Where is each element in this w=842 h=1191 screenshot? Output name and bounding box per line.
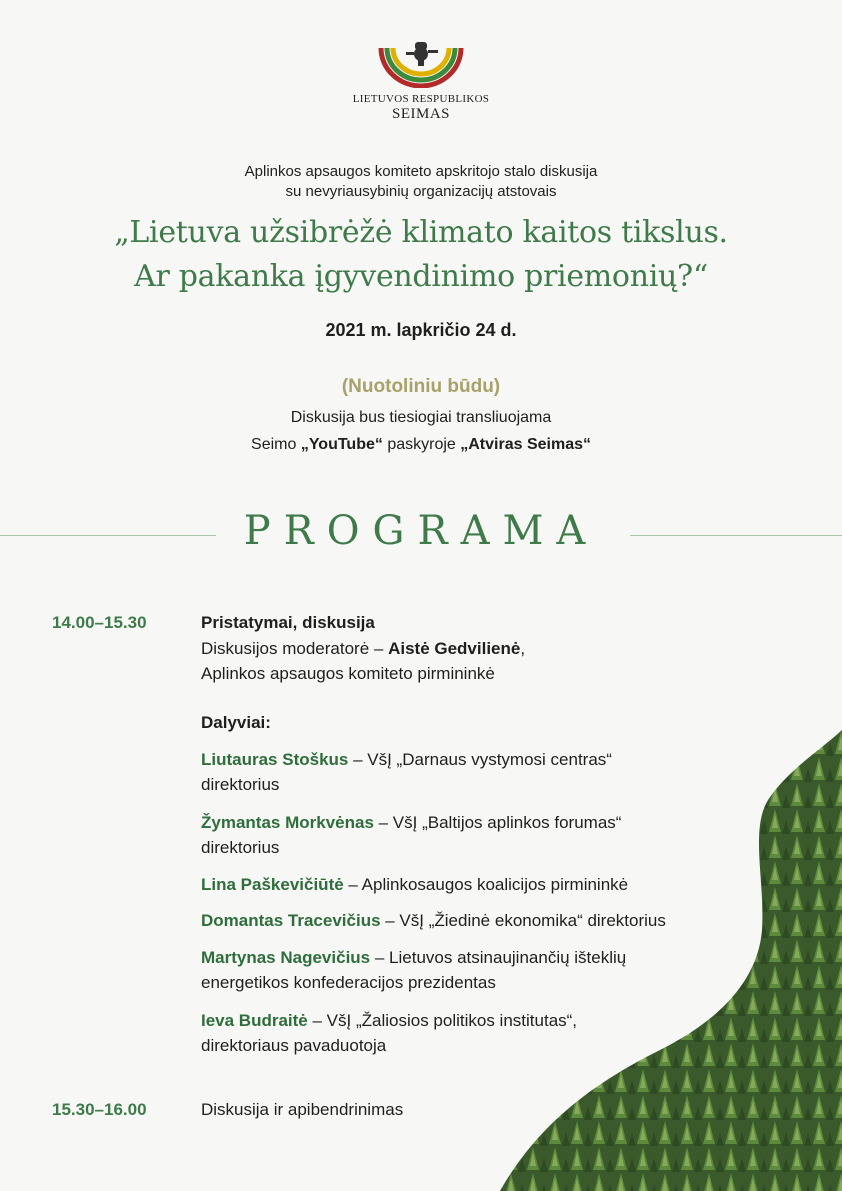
participant-name: Ieva Budraitė [201,1011,308,1030]
moderator-prefix: Diskusijos moderatorė – [201,639,389,658]
participant-name: Martynas Nagevičius [201,948,371,967]
participant-name: Domantas Tracevičius [201,911,381,930]
event-date: 2021 m. lapkričio 24 d. [325,320,517,340]
participant-name: Liutauras Stoškus [201,750,349,769]
participant-role-cont: direktorius [201,775,280,794]
participant-role: – Aplinkosaugos koalicijos pirmininkė [343,875,629,894]
moderator-suffix: , [520,639,526,658]
event-title-line1: „Lietuva užsibrėžė klimato kaitos tikslus. [114,215,728,250]
participant-role: – Lietuvos atsinaujinančių išteklių [370,948,627,967]
moderator-name: Aistė Gedvilienė [388,639,521,658]
participant-role: – VšĮ „Darnaus vystymosi centras“ [348,750,612,769]
event-mode: (Nuotoliniu būdu) [341,376,501,397]
participant-name: Lina Paškevičiūtė [201,875,344,894]
program-heading: PROGRAMA [243,508,599,554]
participant-role: – VšĮ „Žaliosios politikos institutas“, [307,1011,578,1030]
participant-item [201,810,761,860]
subtitle-line1: Aplinkos apsaugos komiteto apskritojo stalo diskusija [244,163,598,180]
stream-text-c: paskyroje [382,436,461,453]
participant-role-cont: energetikos konfederacijos prezidentas [201,973,496,992]
org-line2: SEIMAS [391,106,450,122]
participant-item [201,908,761,933]
participant-item [201,872,761,897]
atviras-seimas-link[interactable]: „Atviras Seimas“ [460,436,591,453]
stream-text-a: Seimo [251,436,301,453]
stream-line1: Diskusija bus tiesiogiai transliuojama [290,409,552,426]
slot2-time: 15.30–16.00 [52,1100,147,1119]
org-line1: LIETUVOS RESPUBLIKOS [352,93,490,105]
participant-role: – VšĮ „Baltijos aplinkos forumas“ [373,813,622,832]
youtube-link[interactable]: „YouTube“ [300,436,383,453]
moderator-role: Aplinkos apsaugos komiteto pirmininkė [201,664,495,683]
slot2-title: Diskusija ir apibendrinimas [201,1100,404,1119]
participant-role-cont: direktoriaus pavaduotoja [201,1036,387,1055]
participant-item [201,945,761,995]
slot1-title: Pristatymai, diskusija [201,613,375,632]
seimas-logo-icon [376,36,466,88]
subtitle-line2: su nevyriausybinių organizacijų atstovais [285,183,557,200]
participant-item [201,747,761,797]
participant-name: Žymantas Morkvėnas [201,813,374,832]
participant-role-cont: direktorius [201,838,280,857]
participant-role: – VšĮ „Žiedinė ekonomika“ direktorius [380,911,666,930]
participant-item [201,1008,761,1058]
slot1-time: 14.00–15.30 [52,613,147,632]
moderator-line [201,636,761,661]
participants-label: Dalyviai: [201,713,271,732]
stream-line2 [0,436,842,454]
event-title-line2: Ar pakanka įgyvendinimo priemonių?“ [134,259,708,294]
